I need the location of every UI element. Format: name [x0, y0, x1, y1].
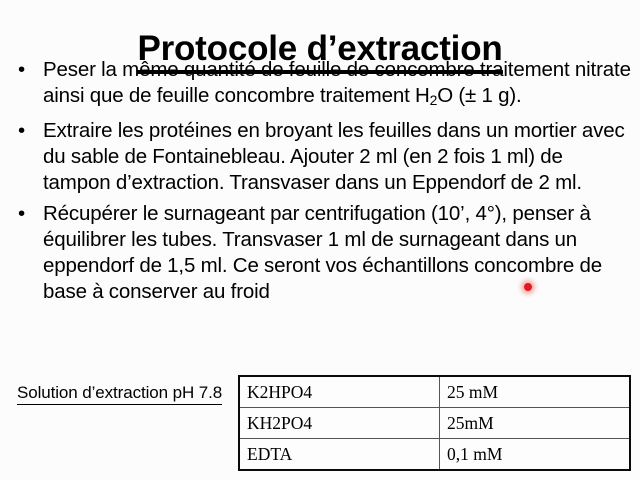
table-cell-concentration: 25mM — [440, 408, 631, 439]
list-item-text — [43, 57, 632, 113]
subscript-two: 2 — [429, 92, 438, 109]
table-cell-concentration: 0,1 mM — [440, 439, 631, 471]
page-title: Protocole d’extraction — [137, 29, 502, 74]
list-item — [12, 118, 632, 196]
list-item-text: Récupérer le surnageant par centrifugation (10’, 4°), penser à équilibrer les tubes. Transvaser 1 ml de surnageant dans un eppendorf de 1,5 ml. Ce seront vos échantillons concombre de base à conserver au froid — [43, 202, 602, 304]
list-item-text-part-1: Peser la même quantité de feuille de concombre traitement nitrate ainsi que de feuille concombre traitement H — [43, 58, 631, 107]
solution-label: Solution d’extraction pH 7.8 — [17, 383, 222, 405]
laser-pointer-dot — [524, 283, 532, 291]
table-body — [239, 376, 630, 470]
table-cell-reagent: EDTA — [239, 439, 440, 471]
bullet-marker-icon: • — [18, 202, 26, 226]
table-cell-reagent: K2HPO4 — [239, 376, 440, 408]
buffer-composition-table — [238, 375, 631, 471]
table-cell-reagent: KH2PO4 — [239, 408, 440, 439]
list-item-text-part-2: O (± 1 g). — [437, 84, 522, 107]
list-item — [12, 201, 632, 305]
list-item-text: Extraire les protéines en broyant les feuilles dans un mortier avec du sable de Fontainebleau. Ajouter 2 ml (en 2 fois 1 ml) de tampon d’extraction. Transvaser dans un Eppendorf de 2 ml. — [43, 119, 625, 195]
bullet-marker-icon: • — [18, 119, 26, 143]
bullet-marker-icon: • — [18, 58, 26, 81]
table-row — [239, 408, 630, 439]
table-row — [239, 439, 630, 471]
list-item — [12, 57, 632, 113]
bullet-list — [12, 57, 632, 305]
table-cell-concentration: 25 mM — [440, 376, 631, 408]
table-row — [239, 376, 630, 408]
